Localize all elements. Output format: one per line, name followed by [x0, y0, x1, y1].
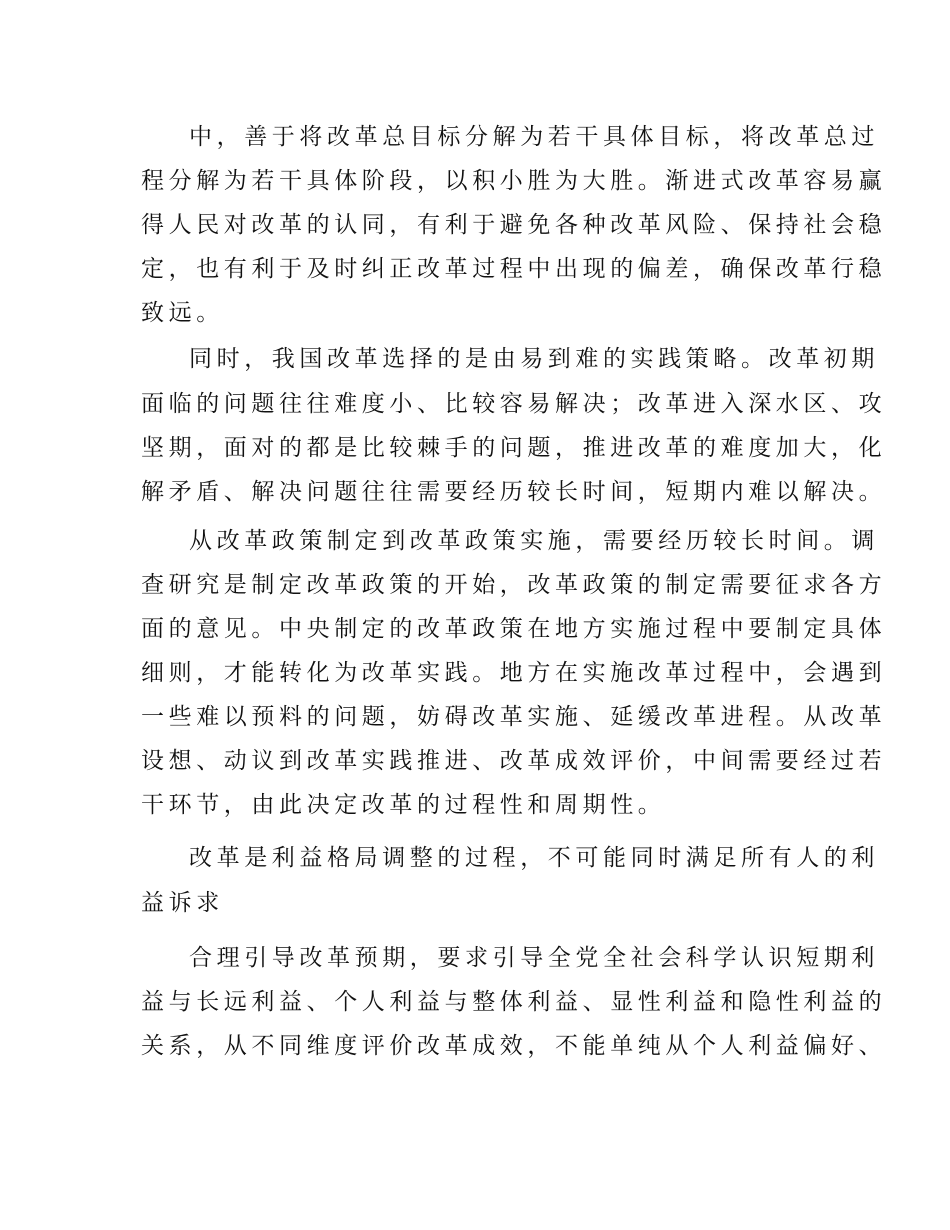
text-line: 查研究是制定改革政策的开始，改革政策的制定需要征求各方 — [141, 572, 887, 598]
text-line: 改革是利益格局调整的过程，不可能同时满足所有人的利 — [189, 845, 879, 871]
text-line: 坚期，面对的都是比较棘手的问题，推进改革的难度加大，化 — [141, 435, 887, 461]
text-line: 得人民对改革的认同，有利于避免各种改革风险、保持社会稳 — [141, 212, 887, 238]
text-line: 致远。 — [141, 300, 224, 326]
text-line: 解矛盾、解决问题往往需要经历较长时间，短期内难以解决。 — [141, 479, 887, 505]
text-line: 细则，才能转化为改革实践。地方在实施改革过程中，会遇到 — [141, 660, 887, 686]
text-line: 中，善于将改革总目标分解为若干具体目标，将改革总过 — [189, 124, 879, 150]
text-line: 面的意见。中央制定的改革政策在地方实施过程中要制定具体 — [141, 616, 887, 642]
text-line: 干环节，由此决定改革的过程性和周期性。 — [141, 792, 666, 818]
text-line: 定，也有利于及时纠正改革过程中出现的偏差，确保改革行稳 — [141, 256, 887, 282]
text-line: 益诉求 — [141, 890, 224, 916]
text-line: 设想、动议到改革实践推进、改革成效评价，中间需要经过若 — [141, 748, 887, 774]
text-line: 合理引导改革预期，要求引导全党全社会科学认识短期利 — [189, 945, 879, 971]
text-line: 从改革政策制定到改革政策实施，需要经历较长时间。调 — [189, 528, 879, 554]
text-line: 程分解为若干具体阶段，以积小胜为大胜。渐进式改革容易赢 — [141, 168, 887, 194]
text-line: 关系，从不同维度评价改革成效，不能单纯从个人利益偏好、 — [141, 1033, 887, 1059]
text-line: 同时，我国改革选择的是由易到难的实践策略。改革初期 — [189, 346, 879, 372]
text-line: 益与长远利益、个人利益与整体利益、显性利益和隐性利益的 — [141, 989, 887, 1015]
text-line: 面临的问题往往难度小、比较容易解决；改革进入深水区、攻 — [141, 391, 887, 417]
text-line: 一些难以预料的问题，妨碍改革实施、延缓改革进程。从改革 — [141, 704, 887, 730]
